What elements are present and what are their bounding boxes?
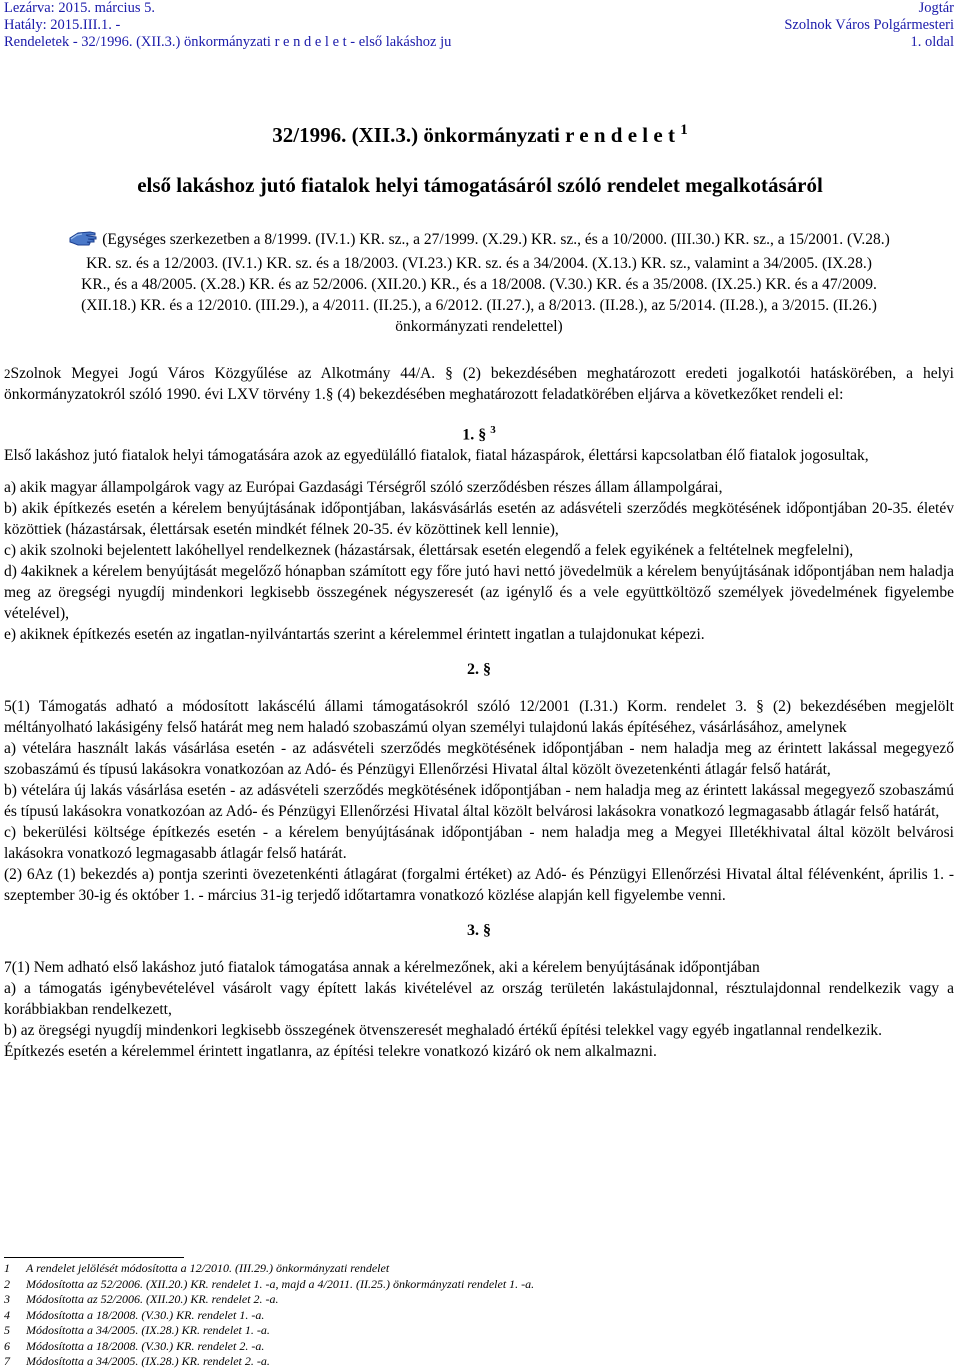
footnote-item: 5 Módosította a 34/2005. (IX.28.) KR. rendelet 1. -a. — [4, 1323, 270, 1337]
section-2-para-2: (2) 6Az (1) bekezdés a) pontja szerinti övezetenkénti átlagárat (forgalmi értéket) az Adó- és Pénzügyi Ellenőrzési Hivatal által félévenként, április 1. - szeptember 30-ig és október 1. - március 31-ig terjedő időtartamra vonatkozó közlése alapján kell figyelembe venni. — [4, 866, 954, 905]
section-2-para-1: 5(1) Támogatás adható a módosított lakáscélú állami támogatásokról szóló 12/2001 (I.31.) Korm. rendelet 3. § (2) bekezdésében megjelölt méltányolható lakásigény felső határát meg nem haladó szobaszámú olyan személyi tulajdonú lakás építéséhez, vásárlásához, amelynek — [4, 698, 954, 737]
consolidation-line — [4, 227, 954, 253]
page-title — [0, 122, 960, 148]
section-1-para-0: Első lakáshoz jutó fiatalok helyi támogatására azok az egyedülálló fiatalok, fiatal házaspárok, élettársi kapcsolatban élő fiatalok jogosultak, — [4, 447, 869, 465]
header-source: Jogtár — [918, 0, 954, 16]
header-right — [784, 0, 954, 51]
preamble: 2Szolnok Megyei Jogú Város Közgyűlése az Alkotmány 44/A. § (2) bekezdésében meghatározott eredeti jogalkotói hatáskörében, a helyi önkormányzatokról szóló 1990. évi LXV törvény 1.§ (4) bekezdésében meghatározott feladatkörében eljárva a következőket rendeli el: — [4, 365, 954, 403]
consolidation-text-1: (Egységes szerkezetben a 8/1999. (IV.1.) KR. sz., a 27/1999. (X.29.) KR. sz., és a 10/2000. (III.30.) KR. sz., a 15/2001. (V.28.) — [102, 231, 890, 248]
consolidation-text-4: (XII.18.) KR. és a 12/2010. (III.29.), a 4/2011. (II.25.), a 6/2012. (II.27.), a 8/2013. (II.28.), az 5/2014. (II.28.), a 3/2015. (II.26.) — [81, 297, 877, 314]
section-3-para-1: 7(1) Nem adható első lakáshoz jutó fiatalok támogatása annak a kérelmezőnek, aki a kérelem benyújtásának időpontjában — [4, 959, 760, 977]
header-left — [4, 0, 451, 51]
section-1-para-a: a) akik magyar állampolgárok vagy az Európai Gazdasági Térségről szóló szerződésben részes állam állampolgárai, — [4, 479, 723, 497]
footnote-item: 7 Módosította a 34/2005. (IX.28.) KR. rendelet 2. -a. — [4, 1354, 270, 1368]
section-1-para-c: c) akik szolnoki bejelentett lakóhellyel rendelkeznek (házastársak, élettársak esetén elegendő a felek egyikének a feltételnek megfelelni), — [4, 542, 854, 560]
section-1-para-d: d) 4akiknek a kérelem benyújtását megelőző hónapban számított egy főre jutó havi nettó jövedelmük a kérelem benyújtásának időpontjában nem haladja meg az öregségi nyugdíj mindenkori legkisebb összegének négyszeresét (az igénylő és a vele együttköltöző személyek jövedelmének figyelembe vételével), — [4, 563, 954, 623]
footnote-item: 1 A rendelet jelölését módosította a 12/2010. (III.29.) önkormányzati rendelet — [4, 1261, 390, 1275]
header-doc-path: Rendeletek - 32/1996. (XII.3.) önkormányzati r e n d e l e t - első lakáshoz ju — [4, 34, 452, 50]
footnote-item: 3 Módosította az 52/2006. (XII.20.) KR. rendelet 2. -a. — [4, 1292, 279, 1306]
consolidation-note — [4, 227, 954, 337]
consolidation-text-2: KR. sz. és a 12/2003. (IV.1.) KR. sz. és a 18/2003. (VI.23.) KR. sz. és a 34/2004. (X.13.) KR. sz., valamint a 34/2005. (IX.28.) — [86, 255, 872, 272]
section-2-para-a: a) vételára használt lakás vásárlása esetén - az adásvételi szerződés megkötésének időpontjában - nem haladja meg az érintett lakással megegyező szobaszámú és típusú lakásokra vonatkozóan az Adó- és Pénzügyi Ellenőrzési Hivatal által közölt övezetenkénti átlagár felső határát, — [4, 740, 954, 779]
header-page-number: 1. oldal — [910, 34, 954, 50]
section-2-heading: 2. § — [467, 661, 491, 679]
document-body — [4, 363, 954, 1062]
consolidation-text-5: önkormányzati rendelettel) — [395, 318, 563, 335]
footnote-item: 4 Módosította a 18/2008. (V.30.) KR. rendelet 1. -a. — [4, 1307, 265, 1322]
header-effect: Hatály: 2015.III.1. - — [4, 17, 121, 33]
section-1-heading: 1. § $^3$ — [462, 424, 496, 444]
footnote-item: 6 Módosította a 18/2008. (V.30.) KR. rendelet 2. -a. — [4, 1338, 265, 1353]
preamble-footnote-ref[interactable]: 2 — [4, 366, 11, 381]
section-1-para-e: e) akiknek építkezés esetén az ingatlan-nyilvántartás szerint a kérelemmel érintett ingatlan a tulajdonukat képezi. — [4, 626, 705, 644]
section-2-para-c: c) bekerülési költsége építkezés esetén - a kérelem benyújtásának időpontjában - nem haladja meg a Megyei Illetékhivatal által közölt belvárosi lakásokra vonatkozó legmagasabb átlagár felső határát. — [4, 824, 954, 863]
footnotes — [4, 1257, 954, 1370]
section-3-para-b: b) az öregségi nyugdíj mindenkori legkisebb összegének ötvenszeresét meghaladó értékű építési telekkel vagy egyéb ingatlannal rendelkezik. — [4, 1022, 883, 1040]
section-2-para-b: b) vételára új lakás vásárlása esetén - az adásvételi szerződés megkötésének időpontjában - nem haladja meg az érintett lakással megegyező szobaszámú és típusú lakásokra vonatkozóan az Adó- és Pénzügyi Ellenőrzési Hivatal által közölt belvárosi lakásokra vonatkozó legmagasabb átlagár felső határát, — [4, 782, 954, 821]
section-3-heading: 3. § — [467, 922, 491, 940]
section-3-para-a: a) a támogatás igénybevételével vásárolt vagy épített lakás kivételével az ország területén lakástulajdonnal, résztulajdonnal rendelkezik vagy a korábbiakban rendelkezett, — [4, 980, 954, 1019]
header-issuer: Szolnok Város Polgármesteri — [784, 17, 954, 33]
section-3-para-final: Építkezés esetén a kérelemmel érintett ingatlanra, az építési telekre vonatkozó kizáró ok nem alkalmazni. — [4, 1043, 657, 1061]
section-1-footnote-ref[interactable]: 3 — [490, 424, 496, 436]
footnote-divider — [4, 1257, 184, 1258]
title-text: 32/1996. (XII.3.) önkormányzati r e n d e l e t — [272, 123, 675, 147]
section-1-para-b: b) akik építkezés esetén a kérelem benyújtásának időpontjában, lakásvásárlás esetén az adásvételi szerződés megkötésének időpontjában 20-35. életév közöttiek (házastársak, élettársak esetén mindkét félnek 20-35. év közöttinek kell lennie), — [4, 500, 954, 539]
consolidation-text-3: KR., és a 48/2005. (X.28.) KR. és az 52/2006. (XII.20.) KR., és a 18/2008. (V.30.) KR. és a 35/2008. (IX.25.) KR. és a 47/2009. — [81, 276, 877, 293]
header-closed-date: Lezárva: 2015. március 5. — [4, 0, 155, 16]
pointing-hand-icon[interactable] — [68, 227, 98, 253]
page-subtitle: első lakáshoz jutó fiatalok helyi támogatásáról szóló rendelet megalkotásáról — [137, 173, 823, 197]
footnote-item: 2 Módosította az 52/2006. (XII.20.) KR. rendelet 1. -a, majd a 4/2011. (II.25.) önkormányzati rendelet 1. -a. — [4, 1276, 535, 1291]
title-footnote-ref[interactable]: 1 — [680, 122, 688, 138]
